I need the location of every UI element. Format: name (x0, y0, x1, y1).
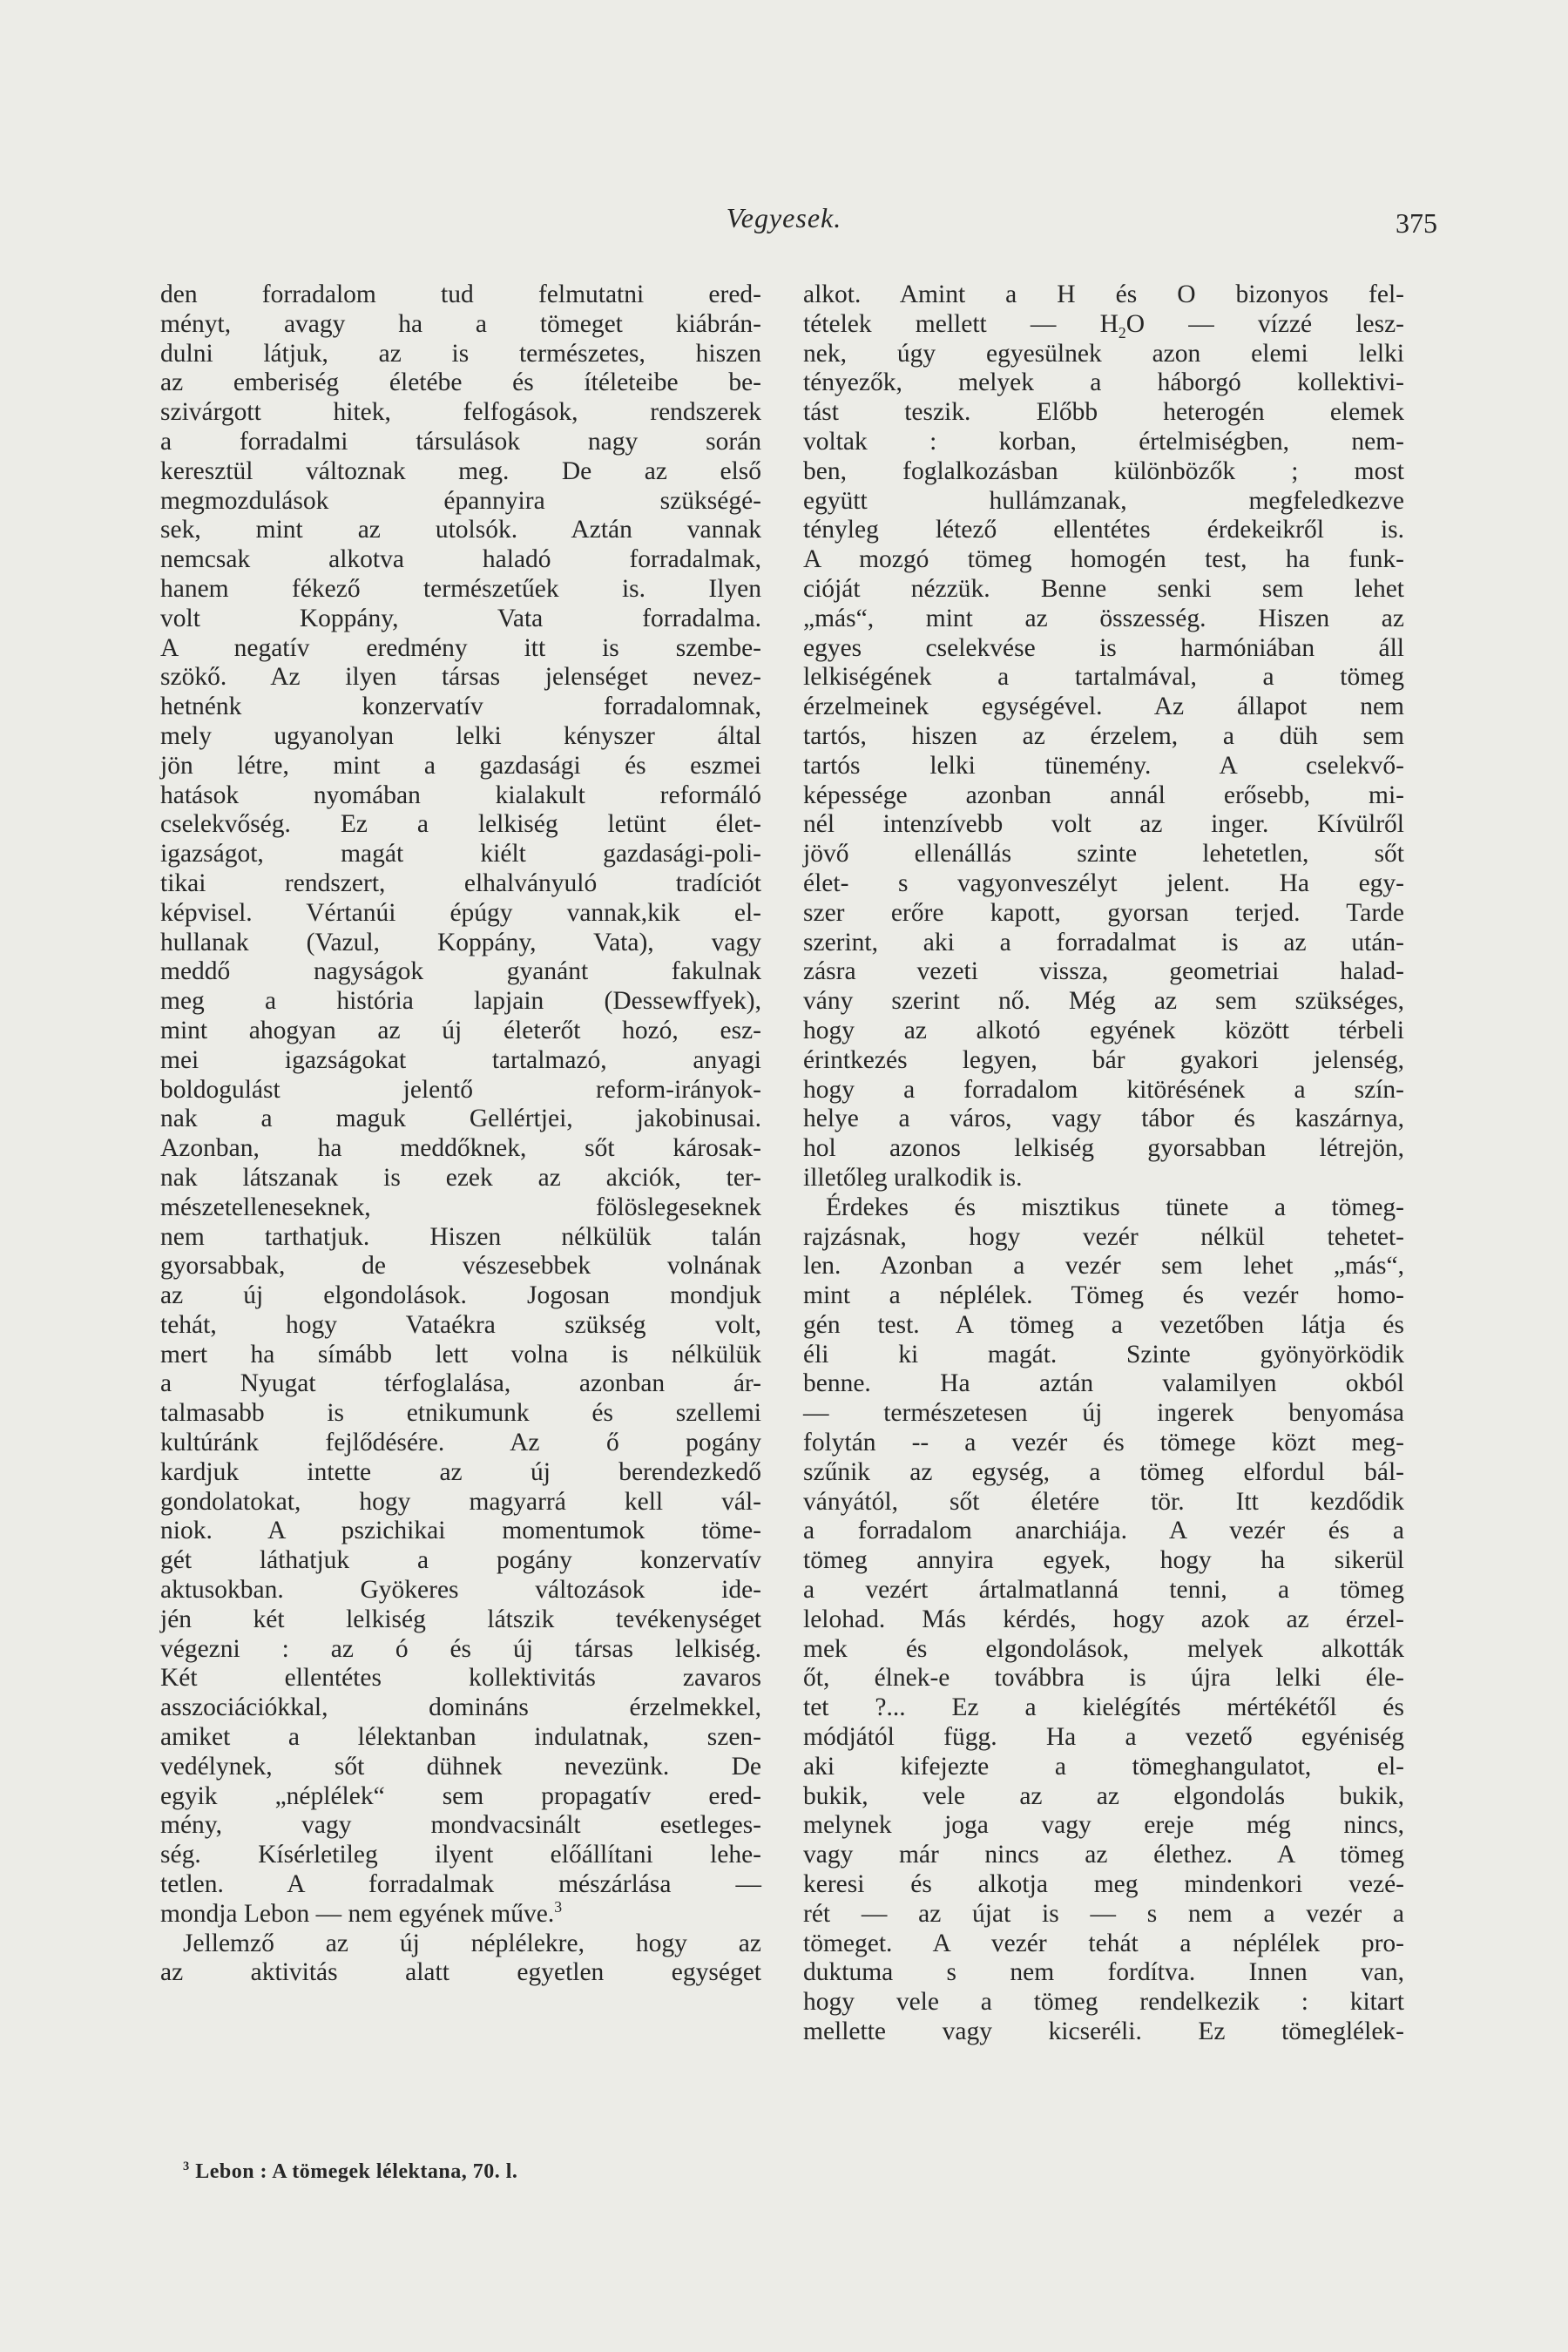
line-text: tényezők, melyek a háborgó kollektivi- (803, 368, 1404, 397)
line-text: hullanak (Vazul, Koppány, Vata), vagy (160, 928, 761, 956)
line-text: lelohad. Más kérdés, hogy azok az érzel- (803, 1605, 1404, 1633)
text-line (803, 368, 1404, 398)
line-text: tartós, hiszen az érzelem, a düh sem (803, 721, 1404, 750)
line-text: nak a maguk Gellértjei, jakobinusai. (160, 1105, 761, 1133)
line-text: élet- s vagyonveszélyt jelent. Ha egy- (803, 868, 1404, 897)
line-text: zásra vezeti vissza, geometriai halad- (803, 957, 1404, 986)
text-line (160, 1576, 761, 1605)
text-line (803, 1958, 1404, 1988)
line-text: folytán -- a vezér és tömege közt meg- (803, 1429, 1404, 1457)
text-line (803, 605, 1404, 634)
text-line (160, 1930, 761, 1959)
text-line (803, 1753, 1404, 1782)
line-text: őt, élnek-e továbbra is újra lelki éle- (803, 1664, 1404, 1693)
text-line (160, 1635, 761, 1665)
line-text: A negatív eredmény itt is szembe- (160, 633, 761, 662)
text-line (803, 752, 1404, 781)
text-line (160, 957, 761, 987)
line-text: melynek joga vagy ereje még nincs, (803, 1811, 1404, 1840)
line-text: rét — az újat is — s nem a vezér a (803, 1899, 1404, 1928)
line-text: asszociációkkal, domináns érzelmekkel, (160, 1693, 761, 1722)
line-text: nem tarthatjuk. Hiszen nélkülük talán (160, 1222, 761, 1251)
footnote-reference: 3 (554, 1898, 563, 1916)
line-text: mei igazságokat tartalmazó, anyagi (160, 1045, 761, 1074)
line-text: mint a néplélek. Tömeg és vezér homo- (803, 1281, 1404, 1310)
line-text: voltak : korban, értelmiségben, nem- (803, 427, 1404, 456)
text-line (160, 810, 761, 840)
text-line (160, 722, 761, 752)
right-column (803, 280, 1404, 2047)
text-line (160, 1429, 761, 1458)
text-line (160, 1369, 761, 1399)
line-text: kardjuk intette az új berendezkedő (160, 1457, 761, 1486)
text-line (160, 1870, 761, 1900)
text-line (803, 899, 1404, 929)
line-text-continued: O — vízzé lesz- (1125, 309, 1404, 338)
line-text: mek és elgondolások, melyek alkották (803, 1634, 1404, 1663)
line-text: egyik „néplélek“ sem propagatív ered- (160, 1781, 761, 1810)
line-text: érintkezés legyen, bár gyakori jelenség, (803, 1045, 1404, 1074)
text-line (803, 1369, 1404, 1399)
line-text: módjától függ. Ha a vezető egyéniség (803, 1723, 1404, 1752)
line-text: szerint, aki a forradalmat is az után- (803, 928, 1404, 956)
text-line (803, 1311, 1404, 1341)
text-line (160, 1811, 761, 1841)
line-text: ben, foglalkozásban különbözők ; most (803, 456, 1404, 485)
text-line (803, 1223, 1404, 1253)
line-text: cióját nézzük. Benne senki sem lehet (803, 574, 1404, 603)
text-line (160, 1546, 761, 1576)
line-text: aki kifejezte a tömeghangulatot, el- (803, 1752, 1404, 1781)
text-line (803, 1841, 1404, 1870)
page-number: 375 (1396, 207, 1437, 239)
text-line (160, 1252, 761, 1281)
text-line (803, 1723, 1404, 1753)
line-text: gyorsabbak, de vészesebbek volnának (160, 1252, 761, 1281)
text-line (803, 1164, 1404, 1193)
text-line (160, 545, 761, 575)
text-line (160, 1458, 761, 1488)
running-title: Vegyesek. (726, 202, 842, 233)
text-line (803, 634, 1404, 664)
text-line (803, 1546, 1404, 1576)
line-text: hogy vele a tömeg rendelkezik : kitart (803, 1988, 1404, 2017)
text-line (803, 1988, 1404, 2017)
text-line (160, 487, 761, 517)
line-text: Két ellentétes kollektivitás zavaros (160, 1664, 761, 1693)
line-text: mondja Lebon — nem egyének műve. (160, 1899, 555, 1928)
text-line (803, 693, 1404, 722)
text-line (803, 310, 1404, 340)
line-text: cselekvőség. Ez a lelkiség letünt élet- (160, 810, 761, 839)
line-text: dulni látjuk, az is természetes, hiszen (160, 339, 761, 368)
line-text: tömeget. A vezér tehát a néplélek pro- (803, 1929, 1404, 1957)
footnote-marker: 3 (183, 2159, 190, 2173)
text-line (803, 428, 1404, 457)
line-text: kultúránk fejlődésére. Az ő pogány (160, 1429, 761, 1457)
line-text: tást teszik. Előbb heterogén elemek (803, 398, 1404, 427)
text-line (803, 545, 1404, 575)
line-text: tartós lelki tünemény. A cselekvő- (803, 751, 1404, 780)
text-line (803, 781, 1404, 811)
line-text: sek, mint az utolsók. Aztán vannak (160, 516, 761, 544)
line-text: A mozgó tömeg homogén test, ha funk- (803, 545, 1404, 574)
line-text: mészetelleneseknek, fölöslegeseknek (160, 1193, 761, 1221)
text-line (160, 1900, 761, 1930)
text-line (160, 340, 761, 369)
text-line (160, 1841, 761, 1870)
text-line (803, 987, 1404, 1017)
text-line (803, 340, 1404, 369)
text-line (160, 899, 761, 929)
line-text: együtt hullámzanak, megfeledkezve (803, 486, 1404, 515)
text-line (803, 1664, 1404, 1693)
line-text: nek, úgy egyesülnek azon elemi lelki (803, 339, 1404, 368)
line-text: len. Azonban a vezér sem lehet „más“, (803, 1252, 1404, 1281)
line-text: tetlen. A forradalmak mészárlása — (160, 1870, 761, 1899)
line-text: képessége azonban annál erősebb, mi- (803, 781, 1404, 809)
text-line (803, 1193, 1404, 1223)
text-line (803, 1399, 1404, 1429)
line-text: hogy az alkotó egyének között térbeli (803, 1016, 1404, 1044)
text-line (160, 693, 761, 722)
footnote-text: Lebon : A tömegek lélektana, 70. l. (195, 2160, 518, 2183)
line-text: a vezért ártalmatlanná tenni, a tömeg (803, 1576, 1404, 1605)
text-line (160, 398, 761, 428)
text-line (160, 1517, 761, 1546)
line-text: hetnénk konzervatív forradalomnak, (160, 693, 761, 721)
line-text: talmasabb is etnikumunk és szellemi (160, 1399, 761, 1428)
footnote (183, 2160, 706, 2184)
line-text: illetőleg uralkodik is. (803, 1163, 1023, 1192)
line-text: ség. Kísérletileg ilyent előállítani lehe- (160, 1841, 761, 1869)
text-line (803, 1046, 1404, 1076)
text-line (803, 663, 1404, 693)
line-text: megmozdulások épannyira szükségé- (160, 486, 761, 515)
text-line (803, 516, 1404, 545)
line-text: éli ki magát. Szinte gyönyörködik (803, 1340, 1404, 1369)
line-text: lelkiségének a tartalmával, a tömeg (803, 663, 1404, 692)
text-line (803, 1517, 1404, 1546)
line-text: mely ugyanolyan lelki kényszer által (160, 721, 761, 750)
line-text: den forradalom tud felmutatni ered- (160, 280, 761, 308)
text-line (160, 1311, 761, 1341)
line-text: benne. Ha aztán valamilyen okból (803, 1369, 1404, 1398)
line-text: hanem fékező természetűek is. Ilyen (160, 574, 761, 603)
line-text: keresi és alkotja meg mindenkori vezé- (803, 1870, 1404, 1899)
line-text: ványától, sőt életére tör. Itt kezdődik (803, 1487, 1404, 1516)
line-text: tételek mellett — H (803, 309, 1119, 338)
text-line (160, 1958, 761, 1988)
line-text: ményt, avagy ha a tömeget kiábrán- (160, 309, 761, 338)
text-line (803, 457, 1404, 487)
line-text: jövő ellenállás szinte lehetetlen, sőt (803, 840, 1404, 868)
line-text: érzelmeinek egységével. Az állapot nem (803, 693, 1404, 721)
line-text: mény, vagy mondvacsinált esetleges- (160, 1811, 761, 1840)
text-line (160, 457, 761, 487)
line-text: tet ?... Ez a kielégítés mértékétől és (803, 1693, 1404, 1722)
text-line (160, 1134, 761, 1164)
text-line (803, 869, 1404, 899)
text-line (803, 810, 1404, 840)
line-text: Jellemző az új néplélekre, hogy az (183, 1929, 761, 1957)
text-line (160, 1399, 761, 1429)
line-text: szűnik az egység, a tömeg elfordul bál- (803, 1457, 1404, 1486)
text-line (160, 1723, 761, 1753)
line-text: alkot. Amint a H és O bizonyos fel- (803, 280, 1404, 308)
line-text: niok. A pszichikai momentumok töme- (160, 1517, 761, 1545)
text-line (803, 1693, 1404, 1723)
text-line (803, 1105, 1404, 1134)
line-text: a forradalom anarchiája. A vezér és a (803, 1517, 1404, 1545)
line-text: jön létre, mint a gazdasági és eszmei (160, 751, 761, 780)
text-line (160, 1782, 761, 1812)
text-line (160, 1193, 761, 1223)
text-line (160, 869, 761, 899)
line-text: mellette vagy kicseréli. Ez tömeglélek- (803, 2017, 1404, 2046)
line-text: tényleg létező ellentétes érdekeikről is. (803, 516, 1404, 544)
line-text: volt Koppány, Vata forradalma. (160, 604, 761, 632)
text-line (803, 1930, 1404, 1959)
left-column (160, 280, 761, 1988)
line-text: „más“, mint az összesség. Hiszen az (803, 604, 1404, 632)
line-text: vagy már nincs az élethez. A tömeg (803, 1841, 1404, 1869)
text-line (803, 1458, 1404, 1488)
line-text: boldogulást jelentő reform-irányok- (160, 1075, 761, 1104)
text-line (803, 929, 1404, 958)
text-line (160, 1664, 761, 1693)
line-text: Azonban, ha meddőknek, sőt károsak- (160, 1134, 761, 1163)
line-text: nél intenzívebb volt az inger. Kívülről (803, 810, 1404, 839)
line-text: vány szerint nő. Még az sem szükséges, (803, 987, 1404, 1016)
line-text: igazságot, magát kiélt gazdasági-poli- (160, 840, 761, 868)
text-line (160, 1164, 761, 1193)
line-text: szökő. Az ilyen társas jelenséget nevez- (160, 663, 761, 692)
text-line (160, 1017, 761, 1046)
text-line (803, 1429, 1404, 1458)
text-line (803, 957, 1404, 987)
text-line (803, 1488, 1404, 1517)
text-line (803, 1076, 1404, 1105)
text-line (160, 280, 761, 310)
text-line (160, 840, 761, 869)
text-line (160, 781, 761, 811)
line-text: gén test. A tömeg a vezetőben látja és (803, 1310, 1404, 1339)
text-line (160, 1488, 761, 1517)
text-line (803, 1281, 1404, 1311)
text-line (803, 1341, 1404, 1370)
text-line (160, 1605, 761, 1635)
line-text: a Nyugat térfoglalása, azonban ár- (160, 1369, 761, 1398)
line-text: nemcsak alkotva haladó forradalmak, (160, 545, 761, 574)
line-text: tehát, hogy Vataékra szükség volt, (160, 1310, 761, 1339)
text-line (160, 516, 761, 545)
text-line (160, 1105, 761, 1134)
line-text: egyes cselekvése is harmóniában áll (803, 633, 1404, 662)
line-text: Érdekes és misztikus tünete a tömeg- (826, 1193, 1404, 1221)
text-line (803, 280, 1404, 310)
text-line (160, 929, 761, 958)
line-text: nak látszanak is ezek az akciók, ter- (160, 1163, 761, 1192)
line-text: — természetesen új ingerek benyomása (803, 1399, 1404, 1428)
line-text: hatások nyomában kialakult reformáló (160, 781, 761, 809)
text-line (803, 722, 1404, 752)
line-text: rajzásnak, hogy vezér nélkül tehetet- (803, 1222, 1404, 1251)
text-line (803, 1811, 1404, 1841)
text-line (160, 663, 761, 693)
subscript: 2 (1118, 323, 1126, 341)
text-line (160, 1341, 761, 1370)
line-text: gondolatokat, hogy magyarrá kell vál- (160, 1487, 761, 1516)
line-text: duktuma s nem fordítva. Innen van, (803, 1958, 1404, 1987)
line-text: meddő nagyságok gyanánt fakulnak (160, 957, 761, 986)
text-line (160, 575, 761, 605)
text-line (803, 840, 1404, 869)
text-line (803, 1605, 1404, 1635)
line-text: tikai rendszert, elhalványuló tradíciót (160, 868, 761, 897)
text-line (803, 1635, 1404, 1665)
line-text: tömeg annyira egyek, hogy ha sikerül (803, 1546, 1404, 1575)
line-text: hol azonos lelkiség gyorsabban létrejön, (803, 1134, 1404, 1163)
text-line (160, 605, 761, 634)
text-line (160, 752, 761, 781)
text-line (803, 2017, 1404, 2047)
line-text: gét láthatjuk a pogány konzervatív (160, 1546, 761, 1575)
line-text: szivárgott hitek, felfogások, rendszerek (160, 398, 761, 427)
text-line (803, 398, 1404, 428)
text-line (803, 1900, 1404, 1930)
line-text: mint ahogyan az új életerőt hozó, esz- (160, 1016, 761, 1044)
line-text: hogy a forradalom kitörésének a szín- (803, 1075, 1404, 1104)
text-line (160, 1281, 761, 1311)
text-line (160, 1693, 761, 1723)
text-line (160, 1076, 761, 1105)
line-text: képvisel. Vértanúi épúgy vannak,kik el- (160, 898, 761, 927)
text-line (160, 1046, 761, 1076)
text-line (803, 1252, 1404, 1281)
text-line (803, 575, 1404, 605)
line-text: az új elgondolások. Jogosan mondjuk (160, 1281, 761, 1310)
text-line (160, 368, 761, 398)
line-text: helye a város, vagy tábor és kaszárnya, (803, 1105, 1404, 1133)
text-line (803, 487, 1404, 517)
line-text: az aktivitás alatt egyetlen egységet (160, 1958, 761, 1987)
text-line (160, 634, 761, 664)
line-text: keresztül változnak meg. De az első (160, 456, 761, 485)
text-line (160, 428, 761, 457)
text-line (803, 1017, 1404, 1046)
line-text: meg a história lapjain (Dessewffyek), (160, 987, 761, 1016)
line-text: jén két lelkiség látszik tevékenységet (160, 1605, 761, 1633)
line-text: vedélynek, sőt dühnek nevezünk. De (160, 1752, 761, 1781)
line-text: a forradalmi társulások nagy során (160, 427, 761, 456)
line-text: aktusokban. Gyökeres változások ide- (160, 1576, 761, 1605)
text-line (160, 1223, 761, 1253)
line-text: mert ha símább lett volna is nélkülük (160, 1340, 761, 1369)
text-line (160, 310, 761, 340)
text-line (160, 987, 761, 1017)
text-line (160, 1753, 761, 1782)
text-line (803, 1134, 1404, 1164)
line-text: amiket a lélektanban indulatnak, szen- (160, 1723, 761, 1752)
line-text: szer erőre kapott, gyorsan terjed. Tarde (803, 898, 1404, 927)
line-text: bukik, vele az az elgondolás bukik, (803, 1781, 1404, 1810)
line-text: az emberiség életébe és ítéleteibe be- (160, 368, 761, 397)
text-line (803, 1782, 1404, 1812)
text-line (803, 1576, 1404, 1605)
text-line (803, 1870, 1404, 1900)
line-text: végezni : az ó és új társas lelkiség. (160, 1634, 761, 1663)
